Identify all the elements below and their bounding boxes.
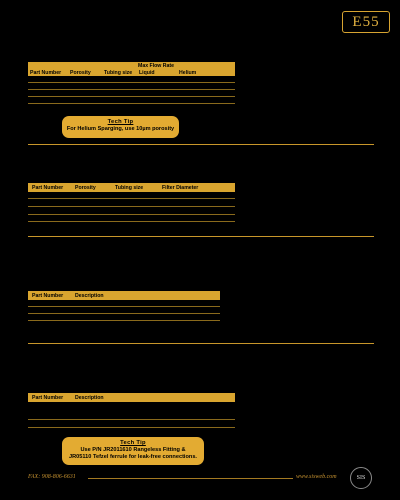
tech-tip-text: For Helium Sparging, use 10µm porosity — [66, 126, 175, 133]
footer-rule — [88, 478, 293, 479]
footer-website: www.sisweb.com — [296, 474, 337, 480]
table1-col-porosity: Porosity — [70, 69, 91, 76]
table4-header — [28, 393, 235, 402]
page-number: E55 — [342, 11, 390, 33]
table2-col-part-number: Part Number — [32, 184, 64, 191]
section-divider — [28, 236, 374, 237]
table4-row-divider — [28, 419, 235, 420]
table4-col-part-number: Part Number — [32, 394, 64, 401]
table1-row-divider — [28, 103, 235, 104]
table1-header — [28, 62, 235, 76]
table2-col-porosity: Porosity — [75, 184, 96, 191]
table4-row-divider — [28, 427, 235, 428]
tech-tip-helium — [62, 116, 179, 138]
table1-col-part-number: Part Number — [30, 69, 62, 76]
table4-col-description: Description — [75, 394, 104, 401]
table3-col-part-number: Part Number — [32, 292, 64, 299]
table3-row-divider — [28, 313, 220, 314]
table2-row-divider — [28, 206, 235, 207]
table1-group-header: Max Flow Rate — [138, 63, 175, 69]
table2-row-divider — [28, 221, 235, 222]
table3-col-description: Description — [75, 292, 104, 299]
table1-col-tubing-size: Tubing size — [104, 69, 133, 76]
table2-header — [28, 183, 235, 192]
table2-col-filter-diameter: Filter Diameter — [162, 184, 199, 191]
table3-header — [28, 291, 220, 300]
tech-tip-title: Tech Tip — [120, 440, 146, 446]
tech-tip-line-2: JR05110 Tefzel ferrule for leak-free connections. — [69, 454, 197, 461]
table1-row-divider — [28, 82, 235, 83]
table3-row-divider — [28, 306, 220, 307]
sis-logo — [350, 467, 372, 489]
table2-row-divider — [28, 214, 235, 215]
table1-row-divider — [28, 96, 235, 97]
tech-tip-fitting — [62, 437, 204, 465]
table3-row-divider — [28, 320, 220, 321]
sis-logo-text: SIS — [356, 475, 366, 481]
tech-tip-title: Tech Tip — [107, 119, 134, 125]
section-divider — [28, 343, 374, 344]
section-divider — [28, 144, 374, 145]
footer-fax: FAX: 908-806-6631 — [28, 474, 76, 480]
table1-row-divider — [28, 89, 235, 90]
tech-tip-line-1: Use P/N JR2011610 Rangeless Fitting & — [80, 447, 186, 454]
table2-row-divider — [28, 198, 235, 199]
table1-col-liquid: Liquid — [139, 69, 155, 76]
table2-col-tubing-size: Tubing size — [115, 184, 144, 191]
table1-col-helium: Helium — [179, 69, 197, 76]
